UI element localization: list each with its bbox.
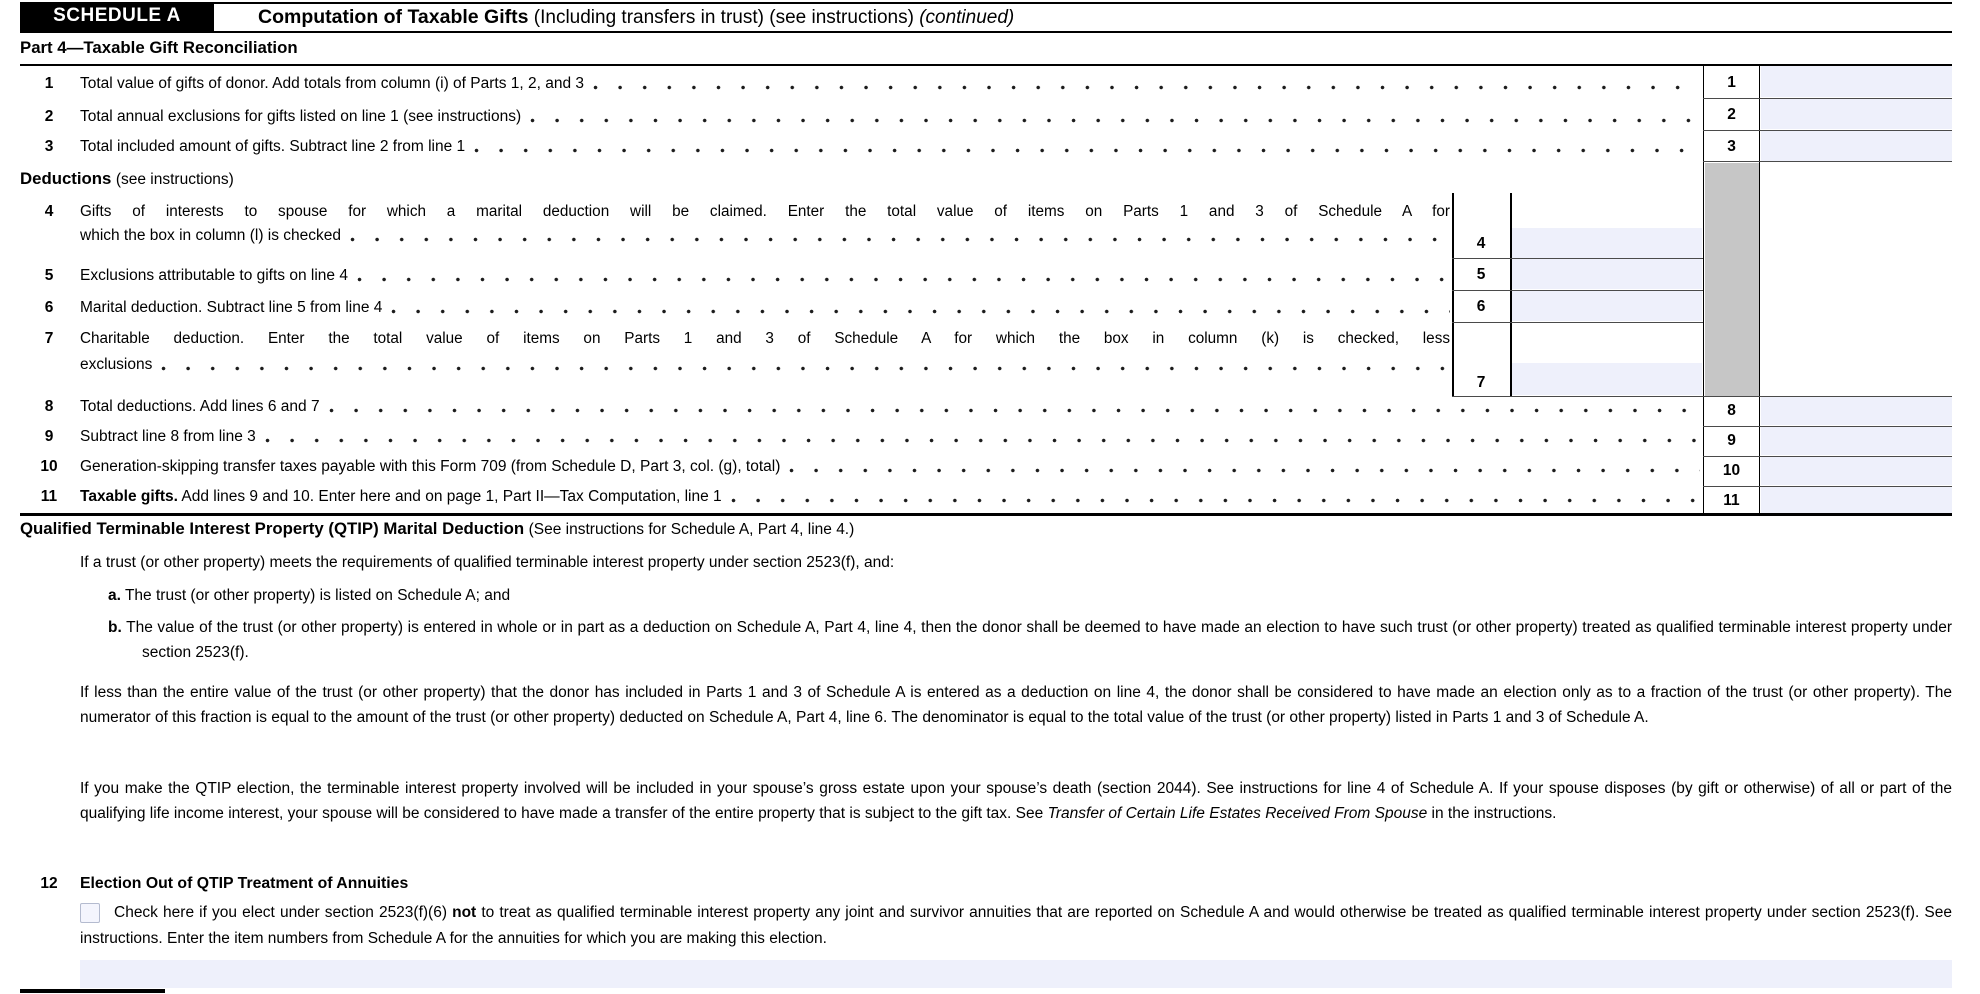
- line-4-number: 4: [44, 202, 54, 220]
- line-7-text-line2: exclusions: [80, 355, 153, 373]
- part4-heading-rule: [20, 64, 1952, 66]
- qtip-item-a: a. The trust (or other property) is listed on Schedule A; and: [108, 587, 511, 604]
- qtip-fraction-paragraph: If less than the entire value of the trust (or other property) that the donor has included in Parts 1 and 3 of Schedule A is entered as a deduction on line 4, the donor shall be considered to have made an election only as to a fraction of the trust (or other property). The numerator of this fraction is equal to the amount of the trust (or other property) deducted on Schedule A, Part 4, line 6. The denominator is equal to the total value of the trust (or other property) listed in Parts 1 and 3 of Schedule A.: [80, 684, 1952, 727]
- qtip-election-paragraph: If you make the QTIP election, the terminable interest property involved will be included in your spouse’s gross estate upon your spouse’s death (section 2044). See instructions for line 4 of Schedule A. If your spouse disposes (by gift or otherwise) of all or part of the qualifying life income interest, your spouse will be considered to have made a transfer of the entire property that is subject to the gift tax. See Transfer of Certain Life Estates Received From Spouse in the instructions.: [80, 780, 1952, 823]
- line-3-box-number: 3: [1727, 137, 1736, 155]
- row-separator: [1703, 161, 1952, 162]
- dot-leader: [731, 498, 1700, 503]
- line-11-amount-field[interactable]: [1761, 487, 1953, 513]
- line-10-item: [80, 457, 1700, 476]
- qtip-intro: If a trust (or other property) meets the requirements of qualified terminable interest property under section 2523(f), and:: [80, 554, 895, 571]
- line-4-box-number: 4: [1476, 234, 1486, 252]
- line-11-item: [80, 487, 1700, 506]
- bottom-edge-rule: [20, 989, 165, 993]
- line-1-number: 1: [44, 75, 54, 92]
- line-8-item: [80, 397, 1700, 416]
- form-title: [258, 4, 1014, 30]
- line-7-item: [80, 355, 1450, 374]
- dot-leader: [329, 408, 1700, 413]
- line-3-text: Total included amount of gifts. Subtract line 2 from line 1: [80, 137, 466, 155]
- line-5-amount-field[interactable]: [1512, 259, 1702, 289]
- line-10-box-number: 10: [1722, 461, 1741, 479]
- line-7-text-line1: Charitable deduction. Enter the total value of items on Parts 1 and 3 of Schedule A for which the box in column (k) is checked, less: [80, 330, 1450, 347]
- line-11-text: Taxable gifts. Add lines 9 and 10. Enter here and on page 1, Part II—Tax Computation, line 1: [80, 487, 722, 505]
- qtip-item-b-label: b.: [108, 619, 122, 636]
- line-6-box-number: 6: [1476, 298, 1486, 315]
- dot-leader: [161, 366, 1450, 371]
- line-2-box-number: 2: [1727, 105, 1736, 123]
- line-6-item: [80, 298, 1450, 317]
- line-10-amount-field[interactable]: [1761, 457, 1953, 485]
- line-10-text: Generation-skipping transfer taxes payable with this Form 709 (from Schedule D, Part 3, col. (g), total): [80, 457, 781, 475]
- part4-heading: Part 4—Taxable Gift Reconciliation: [20, 38, 298, 57]
- line-2-item: [80, 107, 1700, 126]
- line-4-text-line1: Gifts of interests to spouse for which a marital deduction will be claimed. Enter the total value of items on Parts 1 and 3 of Schedule A for: [80, 202, 1450, 220]
- line-12-heading: Election Out of QTIP Treatment of Annuities: [80, 875, 409, 892]
- line-1-amount-field[interactable]: [1761, 66, 1953, 97]
- line-3-amount-field[interactable]: [1761, 131, 1953, 161]
- line-11-text-bold: Taxable gifts.: [80, 487, 178, 505]
- line-12-not-emphasis: not: [452, 904, 477, 921]
- line-9-amount-field[interactable]: [1761, 427, 1953, 455]
- qtip-heading-bold: Qualified Terminable Interest Property (QTIP) Marital Deduction: [20, 519, 525, 538]
- line-7-amount-field[interactable]: [1512, 363, 1702, 395]
- line-8-text: Total deductions. Add lines 6 and 7: [80, 397, 320, 415]
- qtip-item-b: b. The value of the trust (or other property) is entered in whole or in part as a deduction on Schedule A, Part 4, line 4, then the donor shall be deemed to have made an election to have such trust (or other property) treated as qualified terminable interest property under section 2523(f).: [108, 619, 1952, 662]
- dot-leader: [357, 277, 1450, 282]
- line-6-text: Marital deduction. Subtract line 5 from line 4: [80, 298, 383, 316]
- row-separator: [1452, 322, 1703, 323]
- line-1-item: [80, 74, 1700, 93]
- deductions-heading-bold: Deductions: [20, 169, 112, 188]
- dot-leader: [350, 237, 1450, 242]
- line-4-text-line2: which the box in column (l) is checked: [80, 226, 342, 244]
- line-10-number: 10: [40, 457, 58, 475]
- line-3-item: [80, 137, 1700, 156]
- line-8-amount-field[interactable]: [1761, 397, 1953, 425]
- line-6-amount-field[interactable]: [1512, 291, 1702, 321]
- dot-leader: [789, 468, 1700, 473]
- schedule-a-label: SCHEDULE A: [20, 2, 214, 31]
- line-9-box-number: 9: [1727, 432, 1736, 449]
- line-6-number: 6: [44, 298, 54, 316]
- form-title-paren: (Including transfers in trust) (see instructions): [533, 7, 914, 28]
- line-9-number: 9: [44, 427, 54, 445]
- line-5-number: 5: [44, 267, 54, 284]
- line-12-number: 12: [40, 875, 58, 892]
- line-5-box-number: 5: [1476, 266, 1486, 283]
- header-bottom-rule: [20, 31, 1952, 34]
- deductions-heading: [20, 169, 234, 190]
- qtip-item-a-label: a.: [108, 587, 121, 604]
- line-4-amount-field[interactable]: [1512, 228, 1702, 258]
- qtip-italic-reference: Transfer of Certain Life Estates Received From Spouse: [1047, 805, 1428, 823]
- shaded-cell: [1705, 163, 1759, 396]
- form-title-main: Computation of Taxable Gifts: [258, 6, 529, 28]
- line-7-box-number: 7: [1476, 373, 1486, 391]
- line-9-text: Subtract line 8 from line 3: [80, 427, 256, 445]
- line-12-item-numbers-field[interactable]: [80, 960, 1952, 988]
- line-1-text: Total value of gifts of donor. Add totals from column (i) of Parts 1, 2, and 3: [80, 75, 585, 92]
- line-3-number: 3: [44, 137, 54, 155]
- line-1-box-number: 1: [1727, 73, 1736, 91]
- line-9-item: [80, 427, 1700, 446]
- line-2-number: 2: [44, 107, 54, 125]
- qtip-heading: [20, 519, 854, 540]
- line-5-text: Exclusions attributable to gifts on line 4: [80, 267, 348, 284]
- dot-leader: [593, 85, 1700, 90]
- line-2-text: Total annual exclusions for gifts listed on line 1 (see instructions): [80, 107, 522, 125]
- line-7-number: 7: [44, 330, 54, 347]
- line-11-box-number: 11: [1723, 491, 1740, 509]
- line-2-amount-field[interactable]: [1761, 99, 1953, 129]
- line-11-number: 11: [40, 487, 58, 505]
- line-8-number: 8: [44, 397, 54, 415]
- form-title-continued: (continued): [919, 7, 1015, 28]
- table-bottom-rule: [20, 513, 1952, 516]
- line-12-check-text: Check here if you elect under section 2523(f)(6) not to treat as qualified terminable interest property any joint and survivor annuities that are reported on Schedule A and would otherwise be treated as qualified terminable interest property under section 2523(f). See instructions. Enter the item numbers from Schedule A for the annuities for which you are making this election.: [80, 904, 1952, 947]
- qtip-heading-note: (See instructions for Schedule A, Part 4, line 4.): [528, 521, 855, 538]
- dot-leader: [530, 118, 1700, 123]
- line-4-item: [80, 226, 1450, 245]
- dot-leader: [391, 309, 1450, 314]
- line-8-box-number: 8: [1727, 402, 1736, 419]
- deductions-heading-note: (see instructions): [115, 171, 234, 188]
- dot-leader: [265, 438, 1700, 443]
- line-5-item: [80, 266, 1450, 285]
- inner-box-column-left-border: [1452, 193, 1454, 396]
- dot-leader: [474, 148, 1700, 153]
